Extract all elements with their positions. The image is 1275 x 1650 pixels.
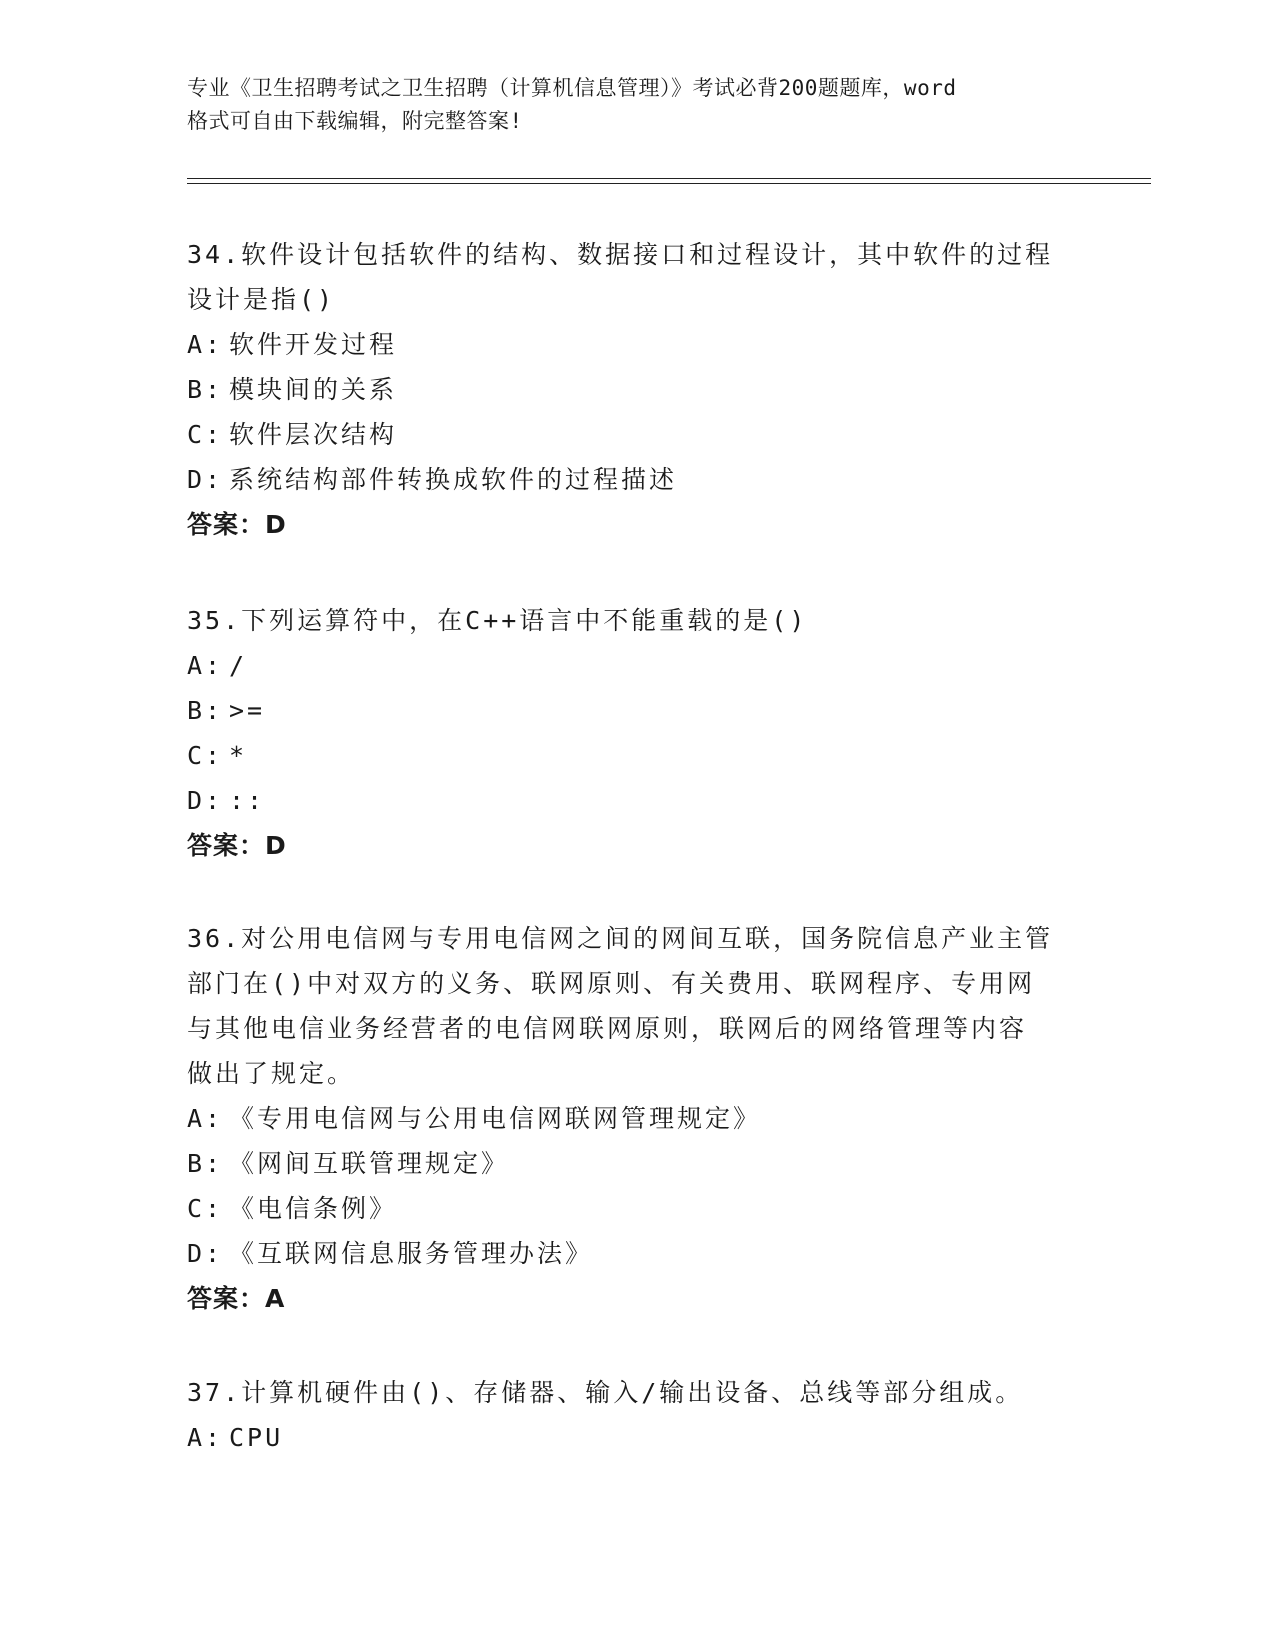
- option-a: [187, 1096, 1087, 1141]
- stem-line: 34.软件设计包括软件的结构、数据接口和过程设计，其中软件的过程: [187, 240, 1054, 269]
- question-36: [187, 916, 1087, 1321]
- option-label: D:: [187, 786, 224, 815]
- option-text: 《互联网信息服务管理办法》: [229, 1239, 594, 1268]
- option-a: [187, 322, 1087, 367]
- option-label: A:: [187, 651, 224, 680]
- option-label: C:: [187, 1194, 224, 1223]
- option-d: [187, 1231, 1087, 1276]
- option-text: /: [229, 651, 248, 680]
- option-label: D:: [187, 465, 224, 494]
- option-text: 《网间互联管理规定》: [229, 1149, 510, 1178]
- option-label: A:: [187, 330, 224, 359]
- stem-line: 部门在()中对双方的义务、联网原则、有关费用、联网程序、专用网: [187, 969, 1036, 998]
- answer-line: 答案：D: [187, 831, 287, 860]
- option-label: A:: [187, 1104, 224, 1133]
- option-b: [187, 688, 1087, 733]
- option-c: [187, 1186, 1087, 1231]
- stem-line: 35.下列运算符中，在C++语言中不能重载的是(): [187, 606, 808, 635]
- option-label: B:: [187, 375, 224, 404]
- option-label: A:: [187, 1423, 224, 1452]
- option-text: CPU: [229, 1423, 284, 1452]
- stem-line: 36.对公用电信网与专用电信网之间的网间互联，国务院信息产业主管: [187, 924, 1054, 953]
- question-stem: [187, 916, 1087, 1096]
- option-label: B:: [187, 696, 224, 725]
- answer-line: 答案：A: [187, 1284, 286, 1313]
- question-37: [187, 1370, 1087, 1460]
- question-stem: [187, 232, 1087, 322]
- header-divider-top: [187, 178, 1151, 179]
- question-35: [187, 598, 1087, 868]
- option-text: 模块间的关系: [229, 375, 398, 404]
- option-c: [187, 412, 1087, 457]
- header-line-2: 格式可自由下载编辑，附完整答案!: [187, 109, 523, 133]
- option-text: 《专用电信网与公用电信网联网管理规定》: [229, 1104, 762, 1133]
- question-stem: [187, 1370, 1087, 1415]
- document-header: [187, 72, 1087, 138]
- option-label: B:: [187, 1149, 224, 1178]
- option-c: [187, 733, 1087, 778]
- option-text: *: [229, 741, 248, 770]
- option-a: [187, 643, 1087, 688]
- option-text: 软件层次结构: [229, 420, 398, 449]
- header-line-1: 专业《卫生招聘考试之卫生招聘（计算机信息管理）》考试必背200题题库，word: [187, 76, 957, 100]
- option-a: [187, 1415, 1087, 1460]
- stem-line: 做出了规定。: [187, 1059, 356, 1088]
- option-text: 软件开发过程: [229, 330, 398, 359]
- option-label: D:: [187, 1239, 224, 1268]
- header-divider-bottom: [187, 183, 1151, 184]
- option-label: C:: [187, 420, 224, 449]
- option-d: [187, 457, 1087, 502]
- option-text: ::: [229, 786, 266, 815]
- question-stem: [187, 598, 1087, 643]
- option-d: [187, 778, 1087, 823]
- option-text: 《电信条例》: [229, 1194, 398, 1223]
- option-label: C:: [187, 741, 224, 770]
- answer-line: 答案：D: [187, 510, 287, 539]
- option-text: >=: [229, 696, 266, 725]
- option-b: [187, 367, 1087, 412]
- stem-line: 37.计算机硬件由()、存储器、输入/输出设备、总线等部分组成。: [187, 1378, 1024, 1407]
- option-text: 系统结构部件转换成软件的过程描述: [229, 465, 678, 494]
- stem-line: 与其他电信业务经营者的电信网联网原则，联网后的网络管理等内容: [187, 1014, 1028, 1043]
- question-34: [187, 232, 1087, 547]
- option-b: [187, 1141, 1087, 1186]
- stem-line: 设计是指(): [187, 285, 336, 314]
